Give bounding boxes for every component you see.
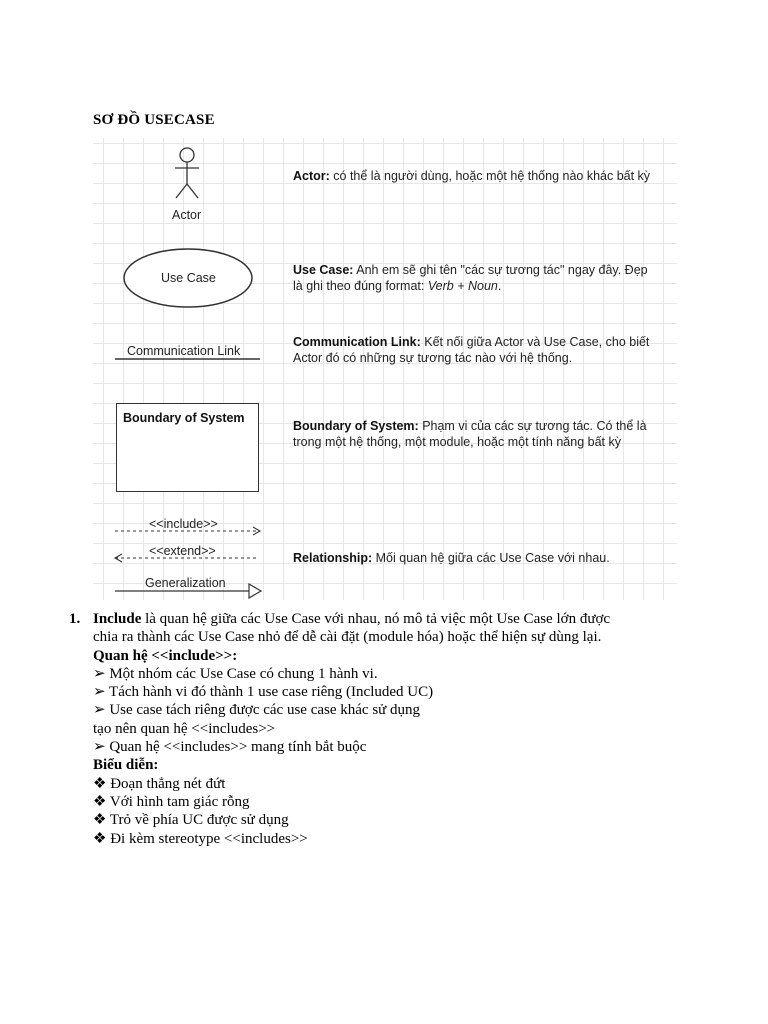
comm-term: Communication Link:	[293, 335, 421, 349]
representation-item: ❖ Trỏ về phía UC được sử dụng	[93, 812, 289, 829]
bullet-item: ➢ Quan hệ <<includes>> mang tính bắt buộc	[93, 739, 367, 756]
relationship-text: Mối quan hệ giữa các Use Case với nhau.	[372, 551, 610, 565]
actor-term: Actor:	[293, 169, 330, 183]
actor-description	[293, 169, 653, 185]
actor-icon	[175, 148, 199, 198]
generalization-label: Generalization	[145, 576, 226, 590]
representation-item: ❖ Đoạn thẳng nét đứt	[93, 775, 226, 792]
usecase-format: Verb + Noun	[427, 278, 498, 293]
page-title: SƠ ĐỒ USECASE	[93, 112, 215, 128]
comm-text: Kết nối giữa Actor và Use Case, cho biết Actor đó có những sự tương tác nào với hệ thống.	[293, 335, 650, 365]
communication-link-label: Communication Link	[127, 344, 241, 358]
section-line-2: chia ra thành các Use Case nhỏ để dễ cài đặt (module hóa) hoặc thể hiện sự dùng lại.	[93, 629, 602, 646]
extend-label: <<extend>>	[149, 544, 216, 558]
usecase-label: Use Case	[161, 271, 216, 285]
include-section	[69, 610, 709, 848]
representation-item: ❖ Đi kèm stereotype <<includes>>	[93, 830, 308, 847]
bullet-item-continuation: tạo nên quan hệ <<includes>>	[93, 720, 276, 737]
relationship-term: Relationship:	[293, 551, 373, 565]
boundary-term: Boundary of System:	[293, 419, 419, 433]
representation-heading: Biểu diễn:	[93, 757, 159, 774]
section-line1-rest: là quan hệ giữa các Use Case với nhau, nó mô tả việc một Use Case lớn được	[141, 611, 611, 627]
section-term: Include	[93, 611, 142, 627]
boundary-of-system-box	[116, 403, 259, 492]
usecase-description	[293, 263, 653, 294]
communication-link-description	[293, 335, 653, 366]
usecase-text: Anh em sẽ ghi tên "các sự tương tác" ngay đây. Đẹp là ghi theo đúng format:	[293, 263, 648, 293]
usecase-end: .	[497, 278, 502, 293]
boundary-description	[293, 419, 653, 450]
representation-item: ❖ Với hình tam giác rỗng	[93, 793, 250, 810]
actor-label: Actor	[172, 208, 202, 222]
include-label: <<include>>	[149, 517, 218, 531]
bullet-item: ➢ Một nhóm các Use Case có chung 1 hành vi.	[93, 665, 378, 682]
relation-heading: Quan hệ <<include>>:	[93, 647, 238, 664]
section-line-1	[69, 610, 709, 628]
bullet-item: ➢ Tách hành vi đó thành 1 use case riêng (Included UC)	[93, 684, 434, 701]
section-number: 1.	[69, 611, 81, 627]
actor-text: có thể là người dùng, hoặc một hệ thống nào khác bất kỳ	[329, 169, 651, 183]
usecase-term: Use Case:	[293, 263, 354, 277]
usecase-legend-figure	[93, 138, 677, 600]
relationship-description	[293, 551, 653, 567]
boundary-label: Boundary of System	[123, 411, 245, 425]
bullet-item: ➢ Use case tách riêng được các use case khác sử dụng	[93, 702, 421, 719]
boundary-text: Phạm vi của các sự tương tác. Có thể là trong một hệ thống, một module, hoặc một tính năng bất kỳ	[293, 419, 647, 449]
